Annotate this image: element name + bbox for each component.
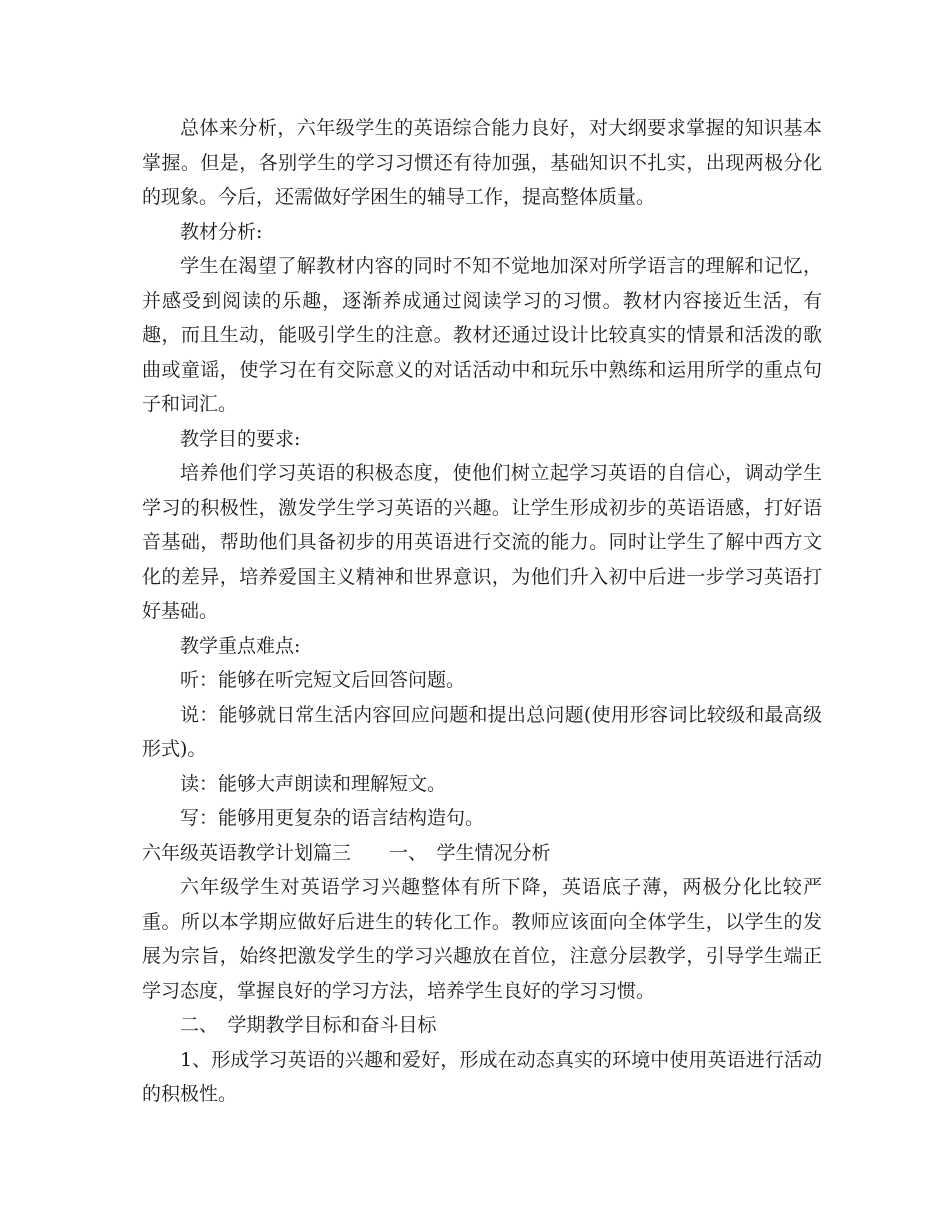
heading-semester-goals: 二、 学期教学目标和奋斗目标 (180, 1014, 437, 1036)
section-title-part-three: 六年级英语教学计划篇三 一、 学生情况分析 (142, 841, 551, 864)
item-writing: 写：能够用更复杂的语言结构造句。 (180, 807, 485, 829)
heading-teaching-goals: 教学目的要求: (180, 427, 301, 450)
item-speaking: 说：能够就日常生活内容回应问题和提出总问题(使用形容词比较级和最高级形式)。 (142, 703, 822, 760)
heading-key-difficulties: 教学重点难点: (180, 634, 301, 657)
paragraph-teaching-goals: 培养他们学习英语的积极态度，使他们树立起学习英语的自信心，调动学生学习的积极性，激发学生学习英语的兴趣。让学生形成初步的英语语感，打好语音基础，帮助他们具备初步的用英语进行交流的能力。同时让学生了解中西方文化的差异，培养爱国主义精神和世界意识，为他们升入初中后进一步学习英语打好基础。 (142, 462, 822, 622)
item-goal-one: 1、形成学习英语的兴趣和爱好，形成在动态真实的环境中使用英语进行活动的积极性。 (142, 1048, 822, 1105)
paragraph-textbook-analysis: 学生在渴望了解教材内容的同时不知不觉地加深对所学语言的理解和记忆，并感受到阅读的乐趣，逐渐养成通过阅读学习的习惯。教材内容接近生活，有趣，而且生动，能吸引学生的注意。教材还通过设计比较真实的情景和活泼的歌曲或童谣，使学习在有交际意义的对话活动中和玩乐中熟练和运用所学的重点句子和词汇。 (142, 255, 822, 415)
heading-textbook-analysis: 教材分析: (180, 220, 263, 243)
paragraph-overall-analysis: 总体来分析，六年级学生的英语综合能力良好，对大纲要求掌握的知识基本掌握。但是，各别学生的学习习惯还有待加强，基础知识不扎实，出现两极分化的现象。今后，还需做好学困生的辅导工作，提高整体质量。 (142, 117, 822, 208)
item-reading: 读：能够大声朗读和理解短文。 (180, 772, 447, 795)
document-body (142, 111, 822, 1112)
paragraph-student-situation: 六年级学生对英语学习兴趣整体有所下降，英语底子薄，两极分化比较严重。所以本学期应做好后进生的转化工作。教师应该面向全体学生，以学生的发展为宗旨，始终把激发学生的学习兴趣放在首位，注意分层教学，引导学生端正学习态度，掌握良好的学习方法，培养学生良好的学习习惯。 (142, 876, 822, 1002)
item-listening: 听：能够在听完短文后回答问题。 (180, 669, 466, 691)
